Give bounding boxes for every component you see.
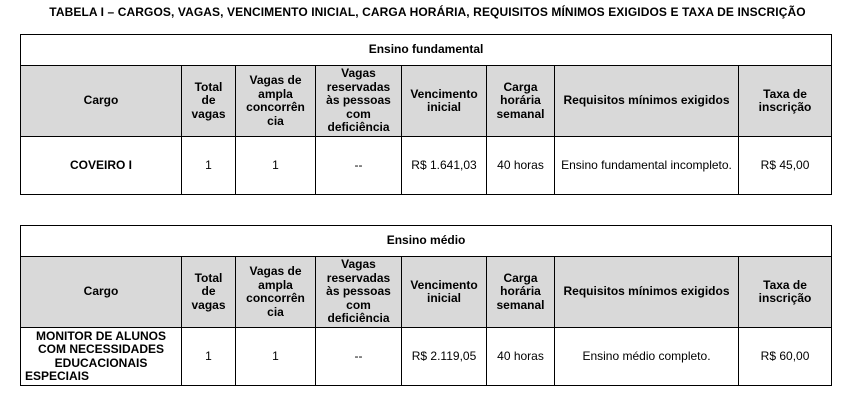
document-title: TABELA I – CARGOS, VAGAS, VENCIMENTO INICIAL, CARGA HORÁRIA, REQUISITOS MÍNIMOS EXIGIDOS E TAXA DE INSCRIÇÃO xyxy=(49,5,806,19)
table-row xyxy=(21,328,832,386)
header-vagas-ampla: Vagas de ampla concorrên cia xyxy=(236,257,316,328)
section-title: Ensino médio xyxy=(21,226,832,257)
header-cargo: Cargo xyxy=(21,66,182,137)
cell-requisitos: Ensino médio completo. xyxy=(555,328,739,386)
header-vagas-ampla: Vagas de ampla concorrên cia xyxy=(236,66,316,137)
section-title: Ensino fundamental xyxy=(21,35,832,66)
header-cargo: Cargo xyxy=(21,257,182,328)
table-row xyxy=(21,137,832,195)
cell-vagas-ampla: 1 xyxy=(236,137,316,195)
cell-taxa: R$ 60,00 xyxy=(739,328,832,386)
cell-total-vagas: 1 xyxy=(182,137,236,195)
header-vagas-pcd: Vagas reservadas às pessoas com deficiência xyxy=(316,257,402,328)
table-ensino-fundamental xyxy=(20,34,832,195)
cell-vagas-pcd: -- xyxy=(316,328,402,386)
header-carga-horaria: Carga horária semanal xyxy=(487,257,555,328)
cell-vencimento: R$ 2.119,05 xyxy=(402,328,487,386)
header-carga-horaria: Carga horária semanal xyxy=(487,66,555,137)
cell-vagas-pcd: -- xyxy=(316,137,402,195)
header-taxa: Taxa de inscrição xyxy=(739,66,832,137)
header-vencimento: Vencimento inicial xyxy=(402,66,487,137)
header-vagas-pcd: Vagas reservadas às pessoas com deficiência xyxy=(316,66,402,137)
cell-cargo: MONITOR DE ALUNOS COM NECESSIDADES EDUCACIONAIS ESPECIAIS xyxy=(21,328,182,386)
header-total-vagas: Total de vagas xyxy=(182,66,236,137)
cell-carga-horaria: 40 horas xyxy=(487,137,555,195)
cell-total-vagas: 1 xyxy=(182,328,236,386)
cell-vagas-ampla: 1 xyxy=(236,328,316,386)
cell-cargo: COVEIRO I xyxy=(21,137,182,195)
header-taxa: Taxa de inscrição xyxy=(739,257,832,328)
cell-requisitos: Ensino fundamental incompleto. xyxy=(555,137,739,195)
header-requisitos: Requisitos mínimos exigidos xyxy=(555,257,739,328)
header-total-vagas: Total de vagas xyxy=(182,257,236,328)
cell-taxa: R$ 45,00 xyxy=(739,137,832,195)
header-vencimento: Vencimento inicial xyxy=(402,257,487,328)
cell-vencimento: R$ 1.641,03 xyxy=(402,137,487,195)
table-ensino-medio xyxy=(20,225,832,386)
cell-carga-horaria: 40 horas xyxy=(487,328,555,386)
header-requisitos: Requisitos mínimos exigidos xyxy=(555,66,739,137)
